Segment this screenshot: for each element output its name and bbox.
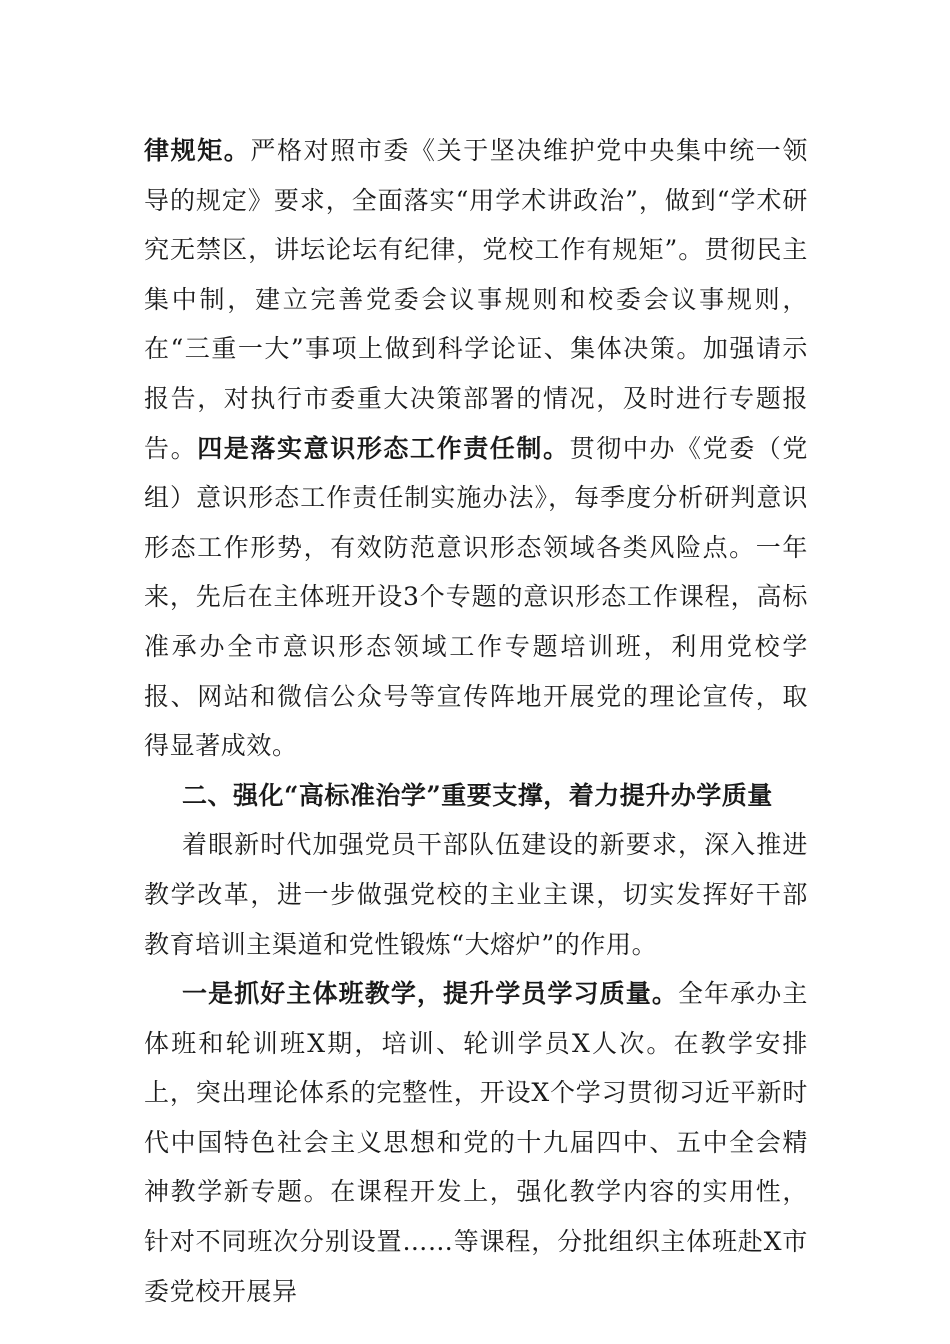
paragraph-teaching (144, 969, 808, 1316)
document-body (144, 126, 808, 1316)
paragraph-text: 贯彻中办《党委（党组）意识形态工作责任制实施办法》，每季度分析研判意识形态工作形势，有效防范意识形态领域各类风险点。一年来，先后在主体班开设3个专题的意识形态工作课程，高标准承办全市意识形态领域工作专题培训班，利用党校学报、网站和微信公众号等宣传阵地开展党的理论宣传，取得显著成效。 (144, 433, 809, 761)
paragraph-text: 严格对照市委《关于坚决维护党中央集中统一领导的规定》要求，全面落实“用学术讲政治”，做到“学术研究无禁区，讲坛论坛有纪律，党校工作有规矩”。贯彻民主集中制，建立完善党委会议事规则和校委会议事规则，在“三重一大”事项上做到科学论证、集体决策。加强请示报告，对执行市委重大决策部署的情况，及时进行专题报告。 (144, 136, 808, 463)
bold-subheading-ideology: 四是落实意识形态工作责任制。 (197, 433, 570, 463)
bold-lead-text: 律规矩。 (144, 136, 251, 165)
paragraph-intro: 着眼新时代加强党员干部队伍建设的新要求，深入推进教学改革，进一步做强党校的主业主课，切实发挥好干部教育培训主渠道和党性锻炼“大熔炉”的作用。 (144, 830, 808, 959)
paragraph-text: 全年承办主体班和轮训班X期，培训、轮训学员X人次。在教学安排上，突出理论体系的完整性，开设X个学习贯彻习近平新时代中国特色社会主义思想和党的十九届四中、五中全会精神教学新专题。在课程开发上，强化教学内容的实用性，针对不同班次分别设置……等课程，分批组织主体班赴X市委党校开展异 (144, 979, 808, 1306)
section-heading-2: 二、强化“高标准治学”重要支撑，着力提升办学质量 (182, 780, 773, 810)
bold-subheading-teaching: 一是抓好主体班教学，提升学员学习质量。 (182, 979, 678, 1009)
paragraph-discipline (144, 126, 808, 771)
